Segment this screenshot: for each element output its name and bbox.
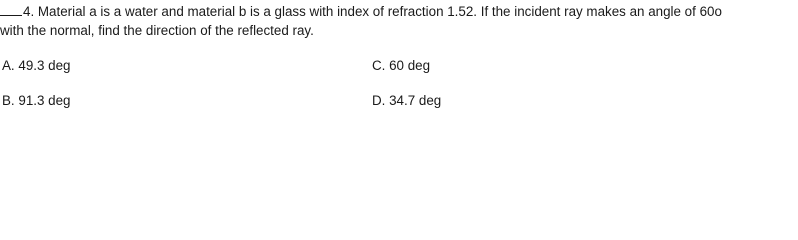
question-text: 4. Material a is a water and material b is a glass with index of refraction 1.52. If the incident ray makes an angle of 60o (23, 4, 722, 19)
option-d: D. 34.7 deg (372, 93, 442, 108)
answer-blank (0, 2, 22, 16)
option-b: B. 91.3 deg (2, 93, 71, 108)
option-c: C. 60 deg (372, 58, 431, 73)
question-page (0, 0, 798, 114)
option-a: A. 49.3 deg (2, 58, 71, 73)
question-text-line-2: with the normal, find the direction of the reflected ray. (0, 23, 314, 38)
question-text-line-1 (0, 2, 722, 21)
